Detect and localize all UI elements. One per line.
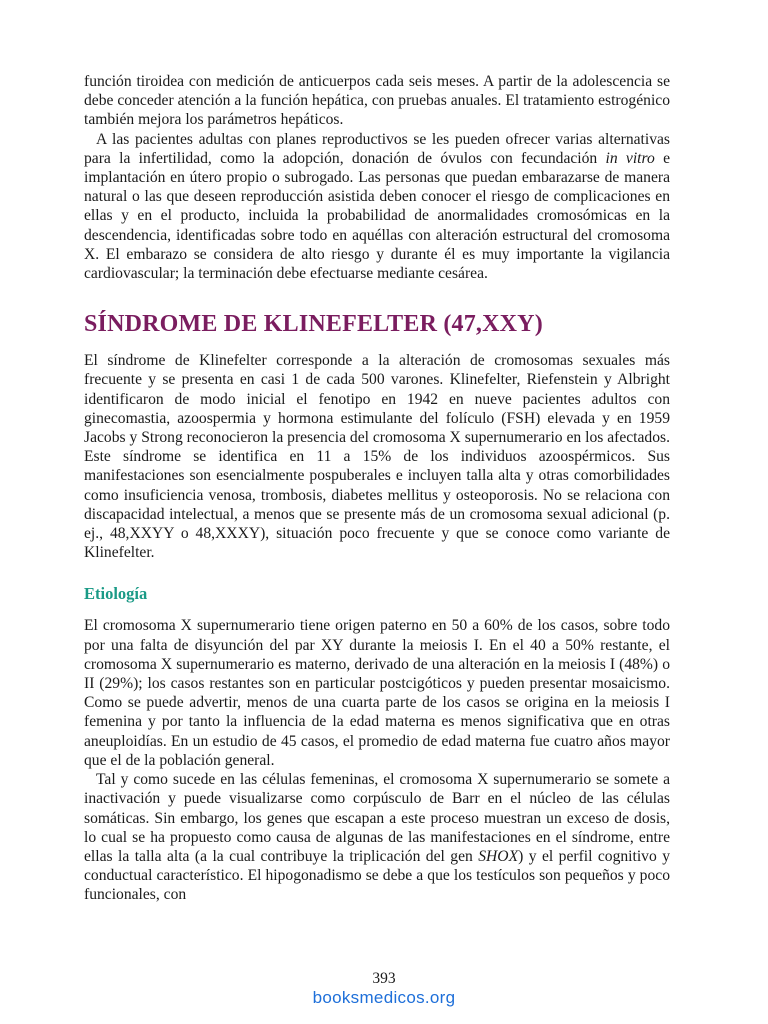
watermark-link[interactable]: booksmedicos.org [312,988,456,1007]
subsection-paragraph-2-text-b: ) y el perfil cognitivo y conductual característico. El hipogonadismo se debe a que los testículos son pequeños y poco funcionales, con [84,847,670,904]
intro-paragraph-2-text-a: A las pacientes adultas con planes reproductivos se les pueden ofrecer varias alternativas para la infertilidad, como la adopción, donación de óvulos con fecundación [84,130,670,167]
subsection-paragraph-2-text-a: Tal y como sucede en las células femeninas, el cromosoma X supernumerario se somete a inactivación y puede visualizarse como corpúsculo de Barr en el núcleo de las células somáticas. Sin embargo, los genes que escapan a este proceso muestran un exceso de dosis, lo cual se ha propuesto como causa de algunas de las manifestaciones en el síndrome, entre ellas la talla alta (a la cual contribuye la triplicación del gen [84,771,670,865]
subsection-title: Etiología [84,584,148,604]
intro-paragraph-2 [84,130,670,284]
page-number: 393 [372,970,396,987]
page-content [84,72,670,905]
section-paragraph-1: El síndrome de Klinefelter corresponde a la alteración de cromosomas sexuales más frecuente y se presenta en casi 1 de cada 500 varones. Klinefelter, Riefenstein y Albright identificaron de modo inicial el fenotipo en 1942 en nueve pacientes adultos con ginecomastia, azoospermia y hormona estimulante del folículo (FSH) elevada y en 1959 Jacobs y Strong reconocieron la presencia del cromosoma X supernumerario en los afectados. Este síndrome se identifica en 11 a 15% de los individuos azoospérmicos. Sus manifestaciones son esencialmente pospuberales e incluyen talla alta y otras comorbilidades como insuficiencia venosa, trombosis, diabetes mellitus y osteoporosis. No se relaciona con discapacidad intelectual, a menos que se presente más de un cromosoma sexual adicional (p. ej., 48,XXYY o 48,XXXY), situación poco frecuente y que se conoce como variante de Klinefelter. [84,352,670,562]
subsection-paragraph-2 [84,770,670,904]
subsection-paragraph-2-italic: SHOX [478,847,519,865]
intro-paragraph-1: función tiroidea con medición de anticuerpos cada seis meses. A partir de la adolescencia se debe conceder atención a la función hepática, con pruebas anuales. El tratamiento estrogénico también mejora los parámetros hepáticos. [84,73,670,129]
subsection-paragraph-1: El cromosoma X supernumerario tiene origen paterno en 50 a 60% de los casos, sobre todo por una falta de disyunción del par XY durante la meiosis I. En el 40 a 50% restante, el cromosoma X supernumerario es materno, derivado de una alteración en la meiosis I (48%) o II (29%); los casos restantes son en particular postcigóticos y pueden presentar mosaicismo. Como se puede advertir, menos de una cuarta parte de los casos se origina en la meiosis I femenina y por tanto la influencia de la edad materna es menos significativa que en otras aneuploidías. En un estudio de 45 casos, el promedio de edad materna fue cuatro años mayor que el de la población general. [84,617,670,769]
intro-paragraph-2-italic: in vitro [605,149,655,167]
intro-paragraph-2-text-b: e implantación en útero propio o subrogado. Las personas que puedan embarazarse de manera natural o las que deseen reproducción asistida deben conocer el riesgo de complicaciones en ellas y en el producto, incluida la probabilidad de anormalidades cromosómicas en la descendencia, identificadas sobre todo en aquéllas con alteración estructural del cromosoma X. El embarazo se considera de alto riesgo y durante él es muy importante la vigilancia cardiovascular; la terminación debe efectuarse mediante cesárea. [84,149,671,283]
section-title: SÍNDROME DE KLINEFELTER (47,XXY) [84,311,543,338]
